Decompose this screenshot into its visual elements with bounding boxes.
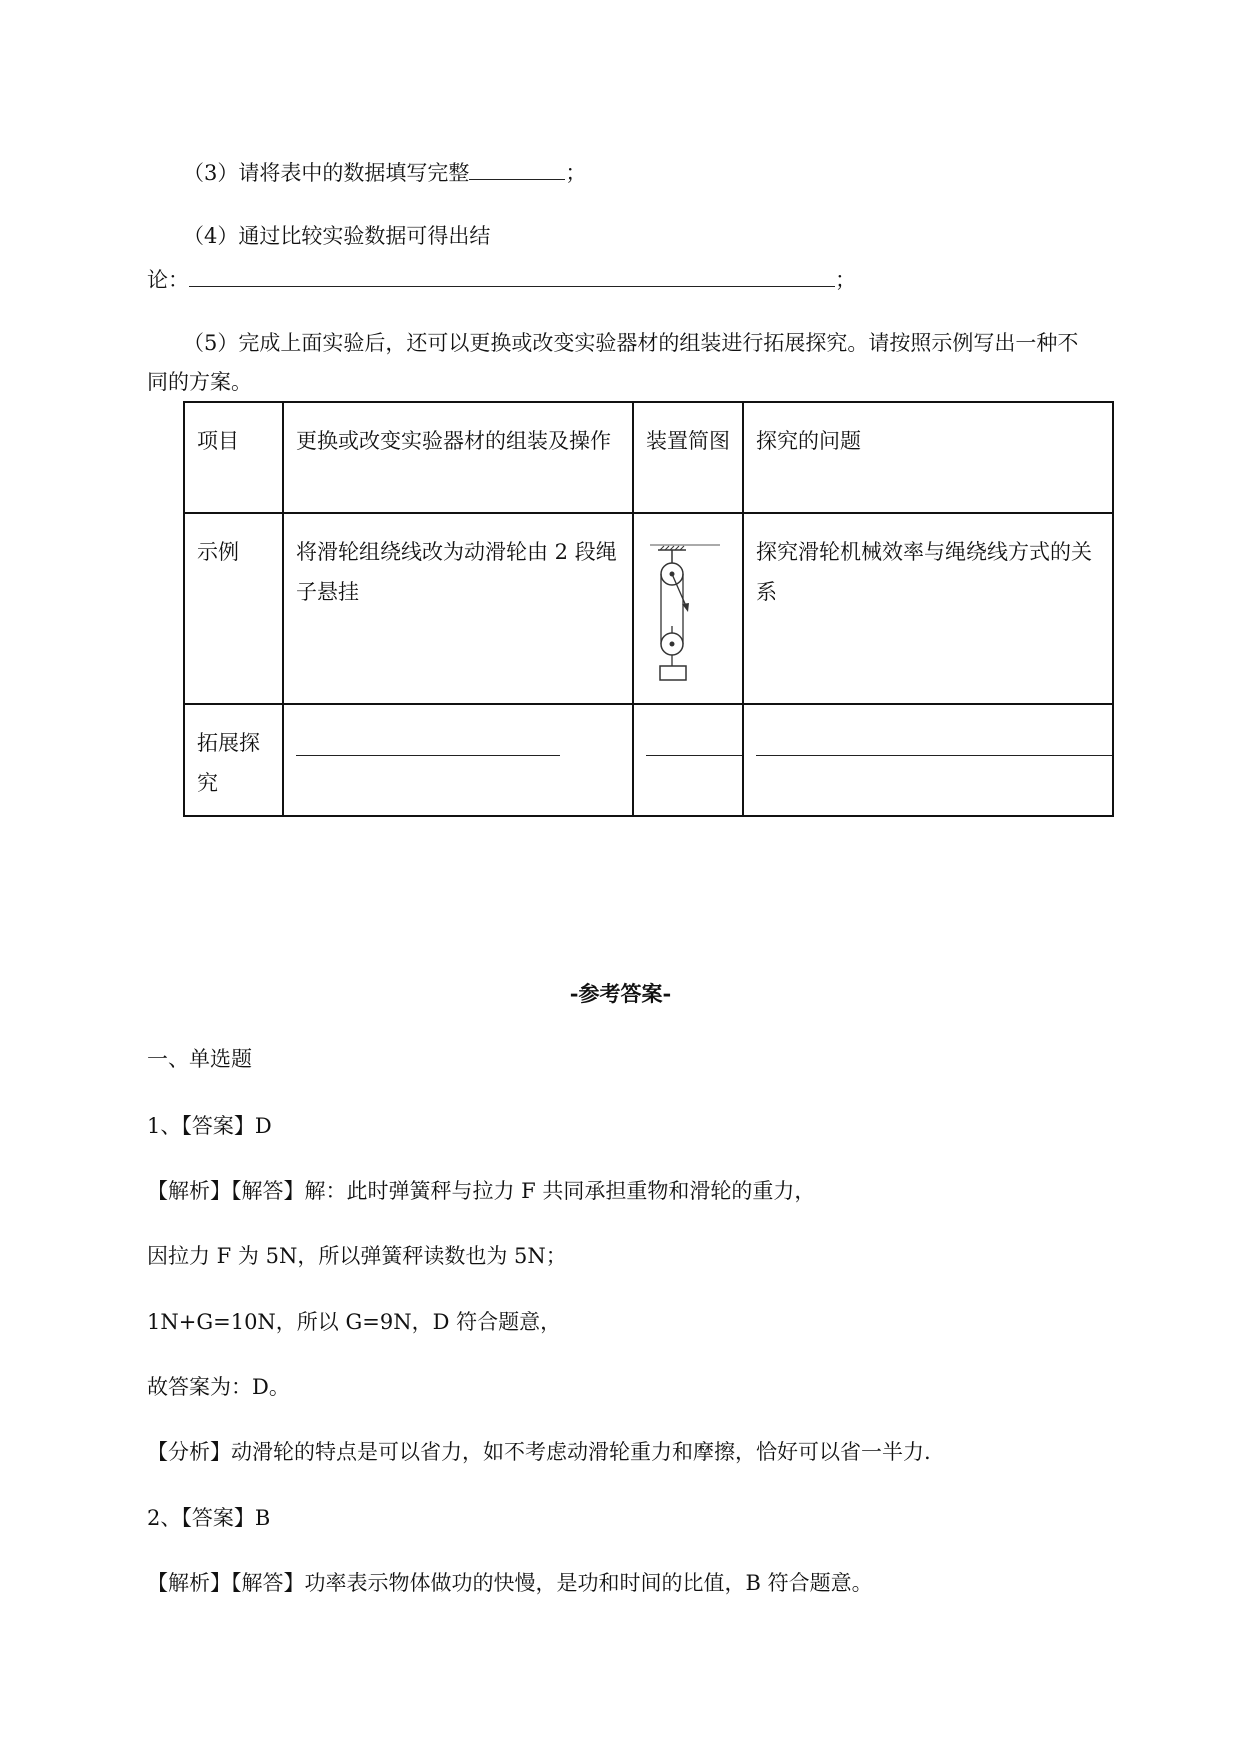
extension-operation-blank[interactable]	[296, 727, 560, 756]
example-label: 示例	[184, 513, 283, 704]
header-operation: 更换或改变实验器材的组装及操作	[283, 402, 633, 513]
q1-answer: 1、【答案】D	[147, 1114, 272, 1138]
extension-table	[183, 401, 1114, 817]
table-header-row	[184, 402, 1113, 513]
q2-analysis: 【解析】【解答】功率表示物体做功的快慢，是功和时间的比值，B 符合题意。	[147, 1571, 873, 1595]
question-5-line1: （5）完成上面实验后，还可以更换或改变实验器材的组装进行拓展探究。请按照示例写出一种不	[183, 331, 1079, 355]
table-extension-row	[184, 704, 1113, 816]
example-operation: 将滑轮组绕线改为动滑轮由 2 段绳子悬挂	[283, 513, 633, 704]
question-3: （3）请将表中的数据填写完整 ；	[183, 157, 586, 187]
table-example-row	[184, 513, 1113, 704]
question-5-line2: 同的方案。	[147, 370, 252, 394]
extension-operation-cell	[283, 704, 633, 816]
q1-fenxi: 【分析】动滑轮的特点是可以省力，如不考虑动滑轮重力和摩擦，恰好可以省一半力.	[147, 1440, 931, 1464]
q1-analysis-line4: 故答案为：D。	[147, 1375, 290, 1399]
q1-analysis: 【解析】【解答】解：此时弹簧秤与拉力 F 共同承担重物和滑轮的重力，	[147, 1179, 816, 1203]
answer-blank-q4[interactable]	[189, 264, 835, 287]
q1-analysis-line2: 因拉力 F 为 5N，所以弹簧秤读数也为 5N；	[147, 1244, 567, 1268]
extension-problem-cell	[743, 704, 1113, 816]
header-diagram: 装置简图	[633, 402, 743, 513]
answer-blank-q3[interactable]	[469, 157, 565, 180]
section-heading: 一、单选题	[147, 1047, 252, 1071]
extension-problem-blank[interactable]	[756, 727, 1112, 756]
extension-diagram-cell	[633, 704, 743, 816]
example-problem: 探究滑轮机械效率与绳绕线方式的关系	[743, 513, 1113, 704]
header-item: 项目	[184, 402, 283, 513]
header-problem: 探究的问题	[743, 402, 1113, 513]
question-3-text: （3）请将表中的数据填写完整	[183, 161, 470, 185]
extension-diagram-blank[interactable]	[646, 727, 742, 756]
question-4-line1: （4）通过比较实验数据可得出结	[183, 224, 491, 248]
pulley-diagram	[648, 542, 720, 682]
q1-analysis-line3: 1N+G=10N，所以 G=9N，D 符合题意，	[147, 1310, 562, 1334]
answer-section-title: -参考答案-	[569, 981, 672, 1006]
extension-label: 拓展探究	[184, 704, 283, 816]
example-diagram-cell	[633, 513, 743, 704]
question-4-line2: 论： ；	[147, 264, 856, 294]
q2-answer: 2、【答案】B	[147, 1506, 271, 1530]
